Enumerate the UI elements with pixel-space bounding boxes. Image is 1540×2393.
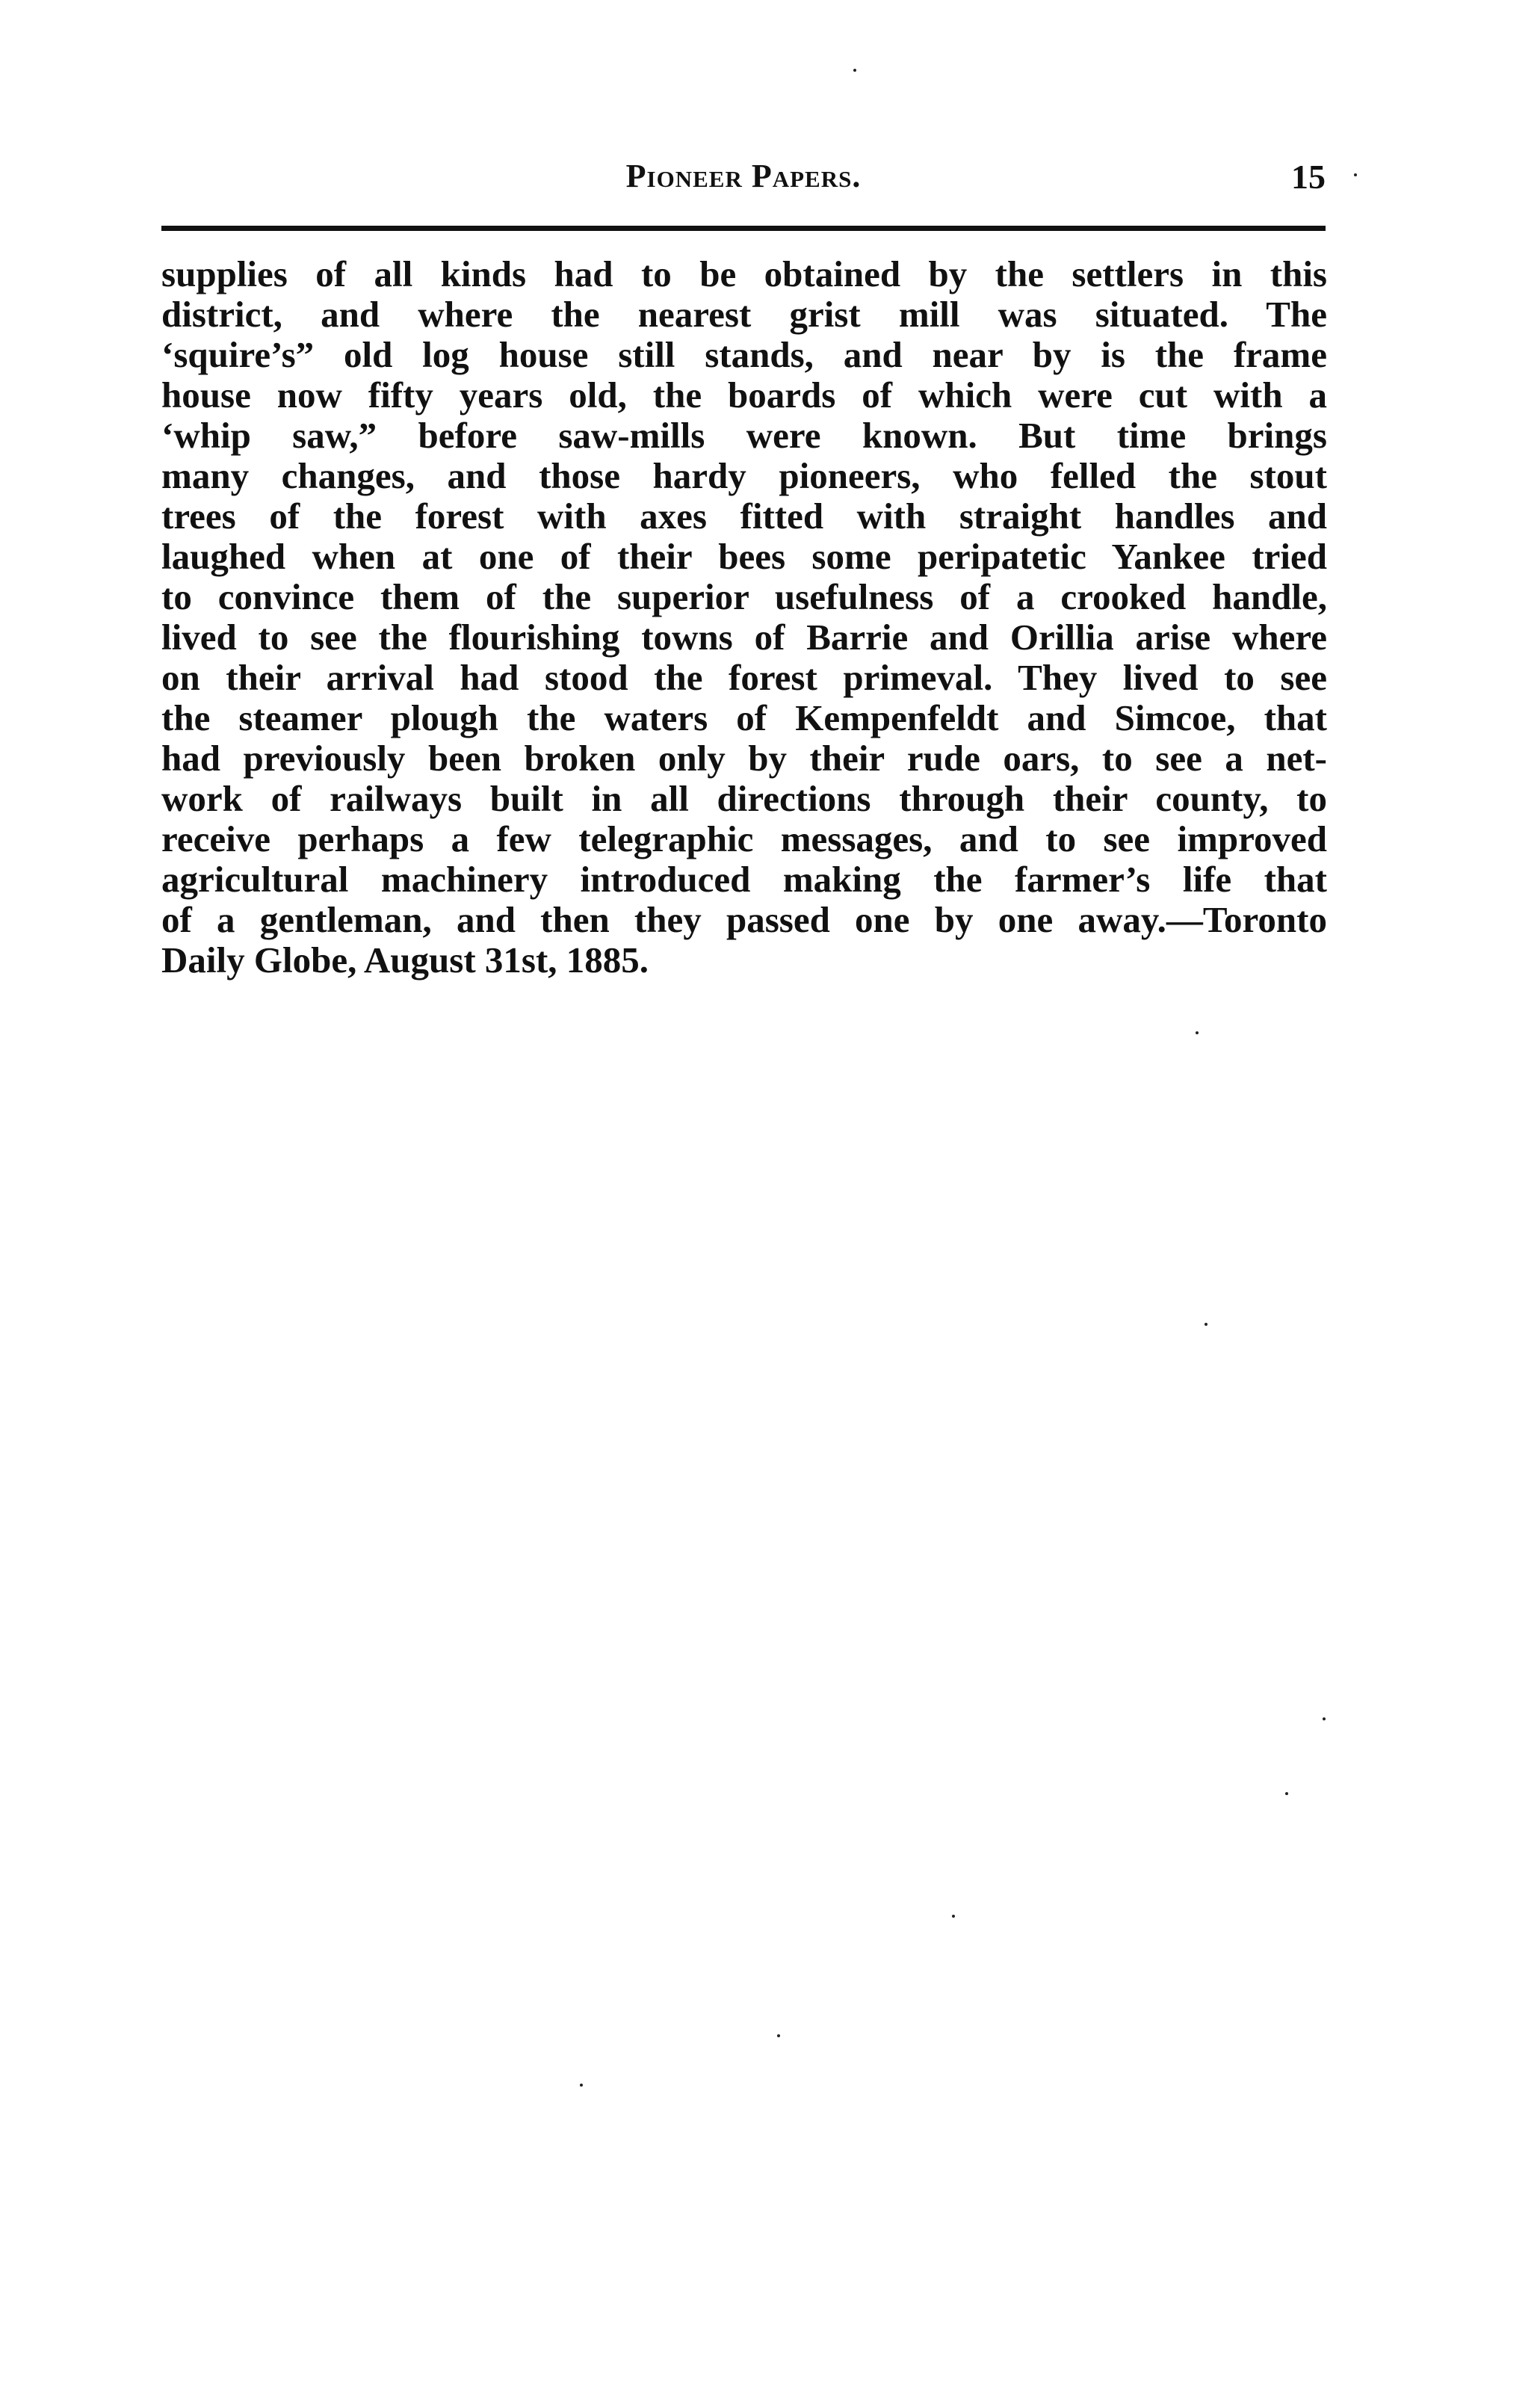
text-line: work of railways built in all directions through their county, to bbox=[161, 778, 1327, 819]
text-line: many changes, and those hardy pioneers, who felled the stout bbox=[161, 455, 1327, 496]
scan-speck bbox=[1196, 1031, 1199, 1034]
text-line: to convince them of the superior usefulness of a crooked handle, bbox=[161, 576, 1327, 617]
text-line: supplies of all kinds had to be obtained by the settlers in this bbox=[161, 253, 1327, 294]
page-number: 15 bbox=[1291, 158, 1326, 196]
scan-speck bbox=[1205, 1323, 1207, 1326]
text-line: receive perhaps a few telegraphic messages, and to see improved bbox=[161, 818, 1327, 859]
scan-speck bbox=[952, 1915, 955, 1918]
text-line: of a gentleman, and then they passed one by one away.—Toronto bbox=[161, 899, 1327, 940]
running-title: Pioneer Papers. bbox=[625, 158, 862, 194]
scan-speck bbox=[1354, 173, 1357, 176]
text-line: had previously been broken only by their rude oars, to see a net- bbox=[161, 738, 1327, 779]
scan-speck bbox=[777, 2034, 780, 2037]
text-line: laughed when at one of their bees some peripatetic Yankee tried bbox=[161, 536, 1327, 577]
text-line: house now fifty years old, the boards of which were cut with a bbox=[161, 374, 1327, 416]
text-line: lived to see the flourishing towns of Barrie and Orillia arise where bbox=[161, 617, 1327, 658]
running-head bbox=[161, 151, 1326, 203]
text-line: the steamer plough the waters of Kempenfeldt and Simcoe, that bbox=[161, 697, 1327, 738]
text-line: district, and where the nearest grist mill was situated. The bbox=[161, 294, 1327, 335]
text-line: ‘squire’s” old log house still stands, and near by is the frame bbox=[161, 334, 1327, 375]
header-rule bbox=[161, 226, 1326, 231]
scan-speck bbox=[1323, 1717, 1326, 1720]
text-line: Daily Globe, August 31st, 1885. bbox=[161, 939, 649, 981]
scan-speck bbox=[853, 69, 856, 72]
text-line: ‘whip saw,” before saw-mills were known. But time brings bbox=[161, 415, 1327, 456]
article-text bbox=[161, 254, 1327, 981]
text-line: agricultural machinery introduced making the farmer’s life that bbox=[161, 859, 1327, 900]
text-line: on their arrival had stood the forest primeval. They lived to see bbox=[161, 657, 1327, 698]
scan-speck bbox=[580, 2084, 583, 2087]
scan-speck bbox=[1285, 1792, 1288, 1795]
text-line: trees of the forest with axes fitted with straight handles and bbox=[161, 495, 1327, 537]
